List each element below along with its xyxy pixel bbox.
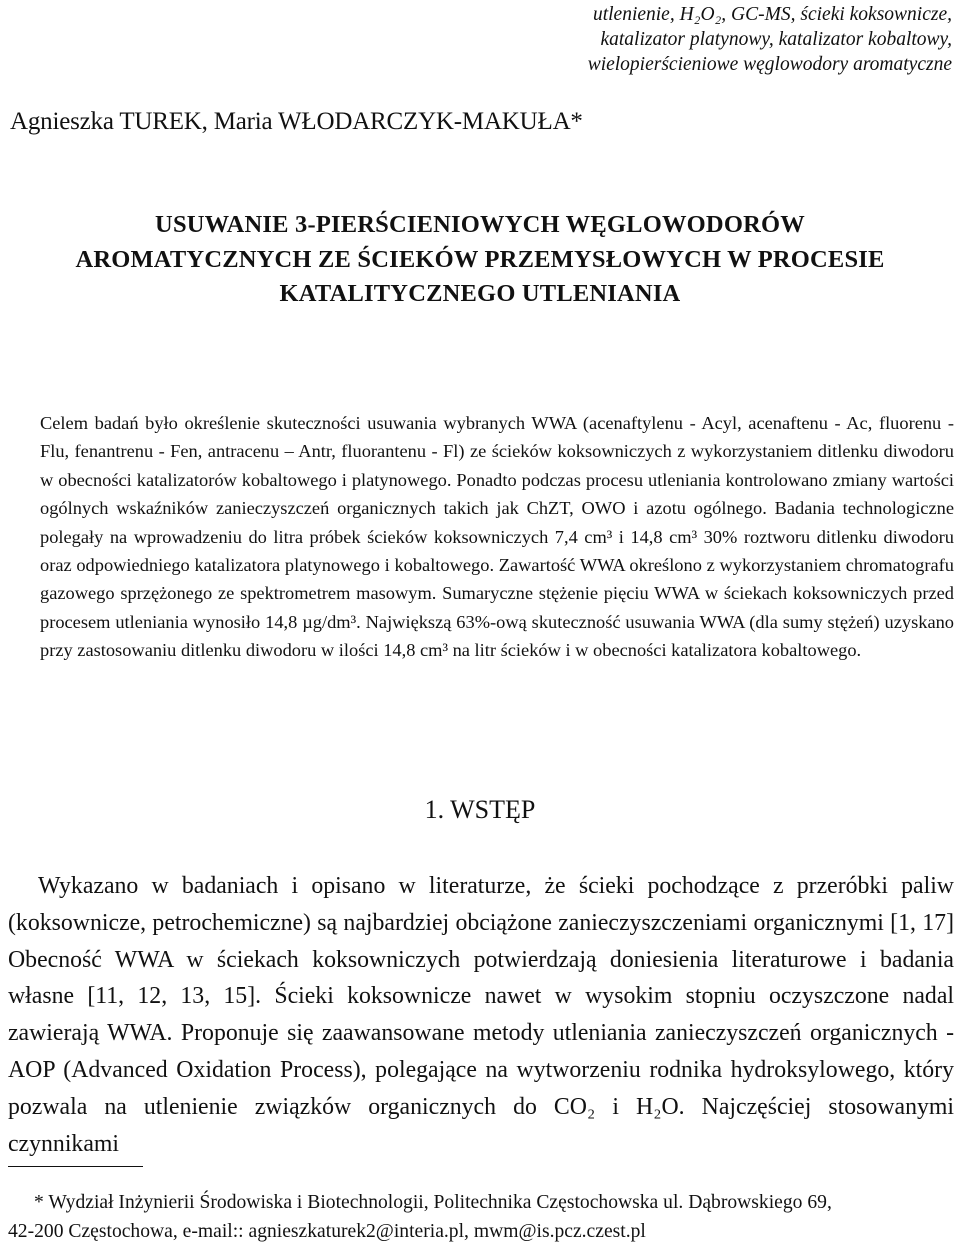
keywords-block bbox=[332, 2, 952, 77]
footnote-line-2: 42-200 Częstochowa, e-mail:: agnieszkaturek2@interia.pl, mwm@is.pcz.czest.pl bbox=[8, 1221, 646, 1242]
body-text bbox=[8, 868, 954, 1162]
title-line-2: AROMATYCZNYCH ZE ŚCIEKÓW PRZEMYSŁOWYCH W PROCESIE bbox=[75, 245, 885, 273]
abstract-paragraph: Celem badań było określenie skuteczności usuwania wybranych WWA (acenaftylenu - Acyl, acenaftenu - Ac, fluorenu - Flu, fenantrenu - Fen, antracenu – Antr, fluorantenu - Fl) ze ścieków koksowniczych z wykorzystaniem ditlenku diwodoru w obecności katalizatorów kobaltowego i platynowego. Ponadto podczas procesu utleniania kontrolowano zmiany wartości ogólnych wskaźników zanieczyszczeń organicznych takich jak ChZT, OWO i azotu ogólnego. Badania technologiczne polegały na wprowadzeniu do litra próbek ścieków koksowniczych 7,4 cm³ i 14,8 cm³ 30% roztworu ditlenku diwodoru oraz odpowiedniego katalizatora platynowego i kobaltowego. Zawartość WWA określono z wykorzystaniem chromatografu gazowego sprzężonego ze spektrometrem masowym. Sumaryczne stężenie pięciu WWA w ściekach koksowniczych przed procesem utleniania wynosiło 14,8 µg/dm³. Największą 63%-ową skuteczność usuwania WWA (dla sumy stężeń) uzyskano przy zastosowaniu ditlenku diwodoru w ilości 14,8 cm³ na litr ścieków i w obecności katalizatora kobaltowego. bbox=[40, 413, 954, 661]
section-heading: 1. WSTĘP bbox=[424, 795, 536, 824]
keywords-line-3: wielopierścieniowe węglowodory aromatyczne bbox=[587, 54, 952, 75]
title-line-1: USUWANIE 3-PIERŚCIENIOWYCH WĘGLOWODORÓW bbox=[155, 211, 805, 238]
footnote-rule bbox=[8, 1166, 143, 1167]
title-line-3: KATALITYCZNEGO UTLENIANIA bbox=[279, 280, 681, 307]
keywords-line-2: katalizator platynowy, katalizator kobaltowy, bbox=[600, 29, 952, 50]
paper-title bbox=[20, 208, 940, 312]
abstract bbox=[40, 409, 954, 665]
body-paragraph: Wykazano w badaniach i opisano w literaturze, że ścieki pochodzące z przeróbki paliw (koksownicze, petrochemiczne) są najbardziej obciążone zanieczyszczeniami organicznymi [1, 17] Obecność WWA w ściekach koksowniczych potwierdzają doniesienia literaturowe i badania własne [11, 12, 13, 15]. Ścieki koksownicze nawet w wysokim stopniu oczyszczone nadal zawierają WWA. Proponuje się zaawansowane metody utleniania zanieczyszczeń organicznych - AOP (Advanced Oxidation Process), polegające na wytworzeniu rodnika hydroksylowego, który pozwala na utlenienie związków organicznych do CO₂ i H₂O. Najczęściej stosowanymi czynnikami bbox=[8, 873, 954, 1157]
footnote bbox=[8, 1188, 956, 1246]
keywords-line-1: utlenienie, H₂O₂, GC-MS, ścieki koksownicze, bbox=[592, 4, 952, 25]
footnote-line-1: * Wydział Inżynierii Środowiska i Biotechnologii, Politechnika Częstochowska ul. Dąbrowskiego 69, bbox=[34, 1192, 832, 1213]
authors: Agnieszka TUREK, Maria WŁODARCZYK-MAKUŁA* bbox=[10, 108, 583, 135]
